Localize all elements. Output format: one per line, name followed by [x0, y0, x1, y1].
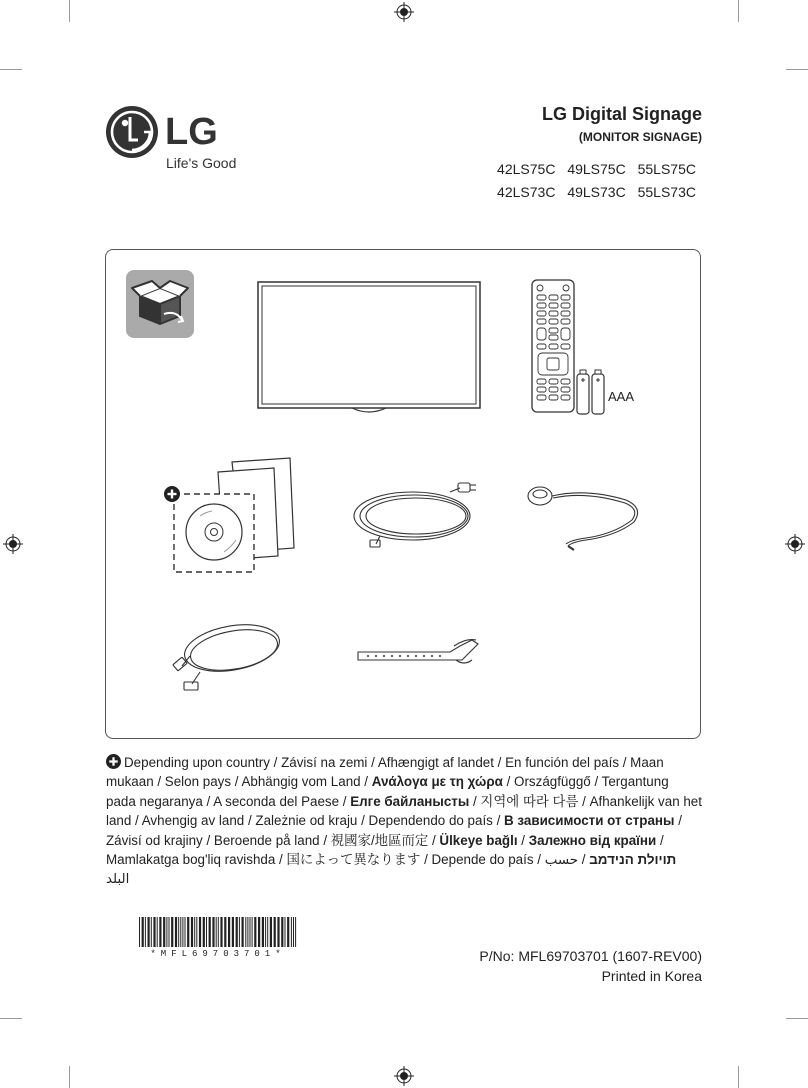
barcode-bar: [258, 917, 260, 947]
part-number: P/No: MFL69703701 (1607-REV00): [479, 948, 702, 964]
barcode-bar: [199, 917, 201, 947]
barcode-bar: [151, 917, 152, 947]
model-number: 42LS73C: [497, 184, 556, 200]
barcode-bar: [209, 917, 211, 947]
barcode-bar: [277, 917, 279, 947]
barcode-bar: [191, 917, 193, 947]
barcode-bar: [254, 917, 256, 947]
model-number: 55LS73C: [637, 184, 696, 200]
crop-mark-top-right-vertical: [738, 0, 739, 22]
model-number: 42LS75C: [497, 161, 556, 177]
barcode-bar: [175, 917, 177, 947]
registration-mark-icon: [785, 534, 805, 554]
note-segment: Ülkeye bağlı: [439, 832, 518, 848]
crop-mark-top-left-horizontal: [0, 69, 22, 70]
note-segment: В зависимости от страны: [504, 813, 675, 829]
barcode-bar: [228, 917, 230, 947]
barcode-bar: [265, 917, 266, 947]
crop-mark-top-right-horizontal: [786, 69, 808, 70]
product-title: LG Digital Signage: [541, 104, 702, 124]
barcode-bar: [194, 917, 195, 947]
barcode-bar: [224, 917, 226, 947]
barcode-bar: [281, 917, 283, 947]
note-segment: Елге байланысты: [350, 793, 470, 809]
brand-tagline: Life's Good: [166, 155, 237, 171]
barcode-bar: [250, 917, 251, 947]
brand-name: LG: [165, 111, 218, 153]
crop-mark-bottom-right-horizontal: [786, 1018, 808, 1019]
registration-mark-icon: [3, 534, 23, 554]
country-note: [106, 753, 702, 889]
note-segment: / 지역에 따라 다름 / Afhankelijk van het land / Avhengig av land / Zależnie od kraju / Dependendo do país /: [106, 793, 702, 829]
product-subtitle: (MONITOR SIGNAGE): [578, 130, 702, 144]
barcode-bar: [163, 917, 165, 947]
model-number: 49LS73C: [567, 184, 626, 200]
barcode-bar: [252, 917, 253, 947]
barcode-bar: [295, 917, 296, 947]
lg-logo-icon: [104, 104, 160, 160]
battery-label: AAA: [608, 389, 635, 404]
registration-mark-icon: [394, 1066, 414, 1086]
barcode-bar: [159, 917, 161, 947]
crop-mark-top-left-vertical: [69, 0, 70, 22]
barcode-bar: [166, 917, 167, 947]
registration-mark-icon: [394, 2, 414, 22]
crop-mark-bottom-left-horizontal: [0, 1018, 22, 1019]
barcode-bar: [293, 917, 294, 947]
barcode-bar: [220, 917, 222, 947]
barcode-bar: [285, 917, 286, 947]
model-list: [489, 158, 696, 204]
note-segment: Ανάλογα με τη χώρα: [371, 774, 503, 790]
plus-circle-icon: [106, 754, 121, 769]
barcode-bar: [148, 917, 150, 947]
note-segment: / Závisí od krajiny / Beroende på land / 視國家/地區而定 /: [106, 813, 682, 848]
barcode-bar: [216, 917, 217, 947]
barcode-bar: [218, 917, 219, 947]
barcode-bar: [142, 917, 144, 947]
barcode-bar: [139, 917, 140, 947]
barcode-bar: [287, 917, 289, 947]
barcode-bar: [171, 917, 173, 947]
barcode-bar: [182, 917, 183, 947]
barcode-bar: [262, 917, 264, 947]
barcode-bar: [270, 917, 272, 947]
barcode-bar: [245, 917, 246, 947]
crop-mark-bottom-right-vertical: [738, 1066, 739, 1088]
barcode-bar: [267, 917, 268, 947]
barcode: [138, 917, 298, 947]
barcode-bar: [180, 917, 181, 947]
barcode-bar: [232, 917, 234, 947]
remote-icon: [530, 278, 576, 414]
barcode-bar: [187, 917, 189, 947]
note-segment: حسب البلد: [106, 852, 579, 887]
barcode-bar: [206, 917, 207, 947]
note-segment: / Országfüggő / Tergantung pada negaranya / A seconda del Paese /: [106, 774, 669, 809]
note-segment: Depending upon country / Závisí na zemi / Afhængigt af landet / En función del país / Maan mukaan / Selon pays / Abhängig vom Land /: [106, 755, 664, 790]
battery-icon: [574, 368, 608, 416]
note-segment: /: [517, 832, 529, 848]
barcode-bar: [236, 917, 238, 947]
model-row: [489, 181, 696, 204]
monitor-icon: [256, 280, 482, 416]
barcode-bar: [242, 917, 244, 947]
ir-sensor-icon: [526, 478, 646, 554]
barcode-bar: [239, 917, 240, 947]
model-row: [489, 158, 696, 181]
barcode-bar: [153, 917, 155, 947]
printed-location: Printed in Korea: [601, 968, 702, 984]
barcode-bar: [157, 917, 158, 947]
box-icon: [126, 270, 194, 338]
note-segment: /: [578, 852, 590, 868]
barcode-bar: [196, 917, 197, 947]
barcode-bar: [185, 917, 186, 947]
cable-tie-icon: [354, 636, 482, 668]
barcode-bar: [178, 917, 179, 947]
cd-manual-icon: [162, 456, 298, 576]
note-segment: / Mamlakatga bog'liq ravishda / 国によって異なります / Depende do país /: [106, 832, 664, 868]
barcode-bar: [212, 917, 214, 947]
barcode-bar: [274, 917, 276, 947]
hdmi-cable-icon: [168, 614, 284, 698]
barcode-text: *MFL69703701*: [150, 949, 286, 959]
model-number: 49LS75C: [567, 161, 626, 177]
barcode-bar: [203, 917, 205, 947]
note-segment: Залежно від країни: [528, 832, 657, 848]
power-cord-icon: [350, 480, 490, 550]
barcode-bar: [169, 917, 170, 947]
barcode-bar: [247, 917, 248, 947]
note-segment: תויולת הנידמב: [589, 852, 677, 868]
barcode-bar: [291, 917, 292, 947]
crop-mark-bottom-left-vertical: [69, 1066, 70, 1088]
barcode-bar: [145, 917, 146, 947]
model-number: 55LS75C: [637, 161, 696, 177]
